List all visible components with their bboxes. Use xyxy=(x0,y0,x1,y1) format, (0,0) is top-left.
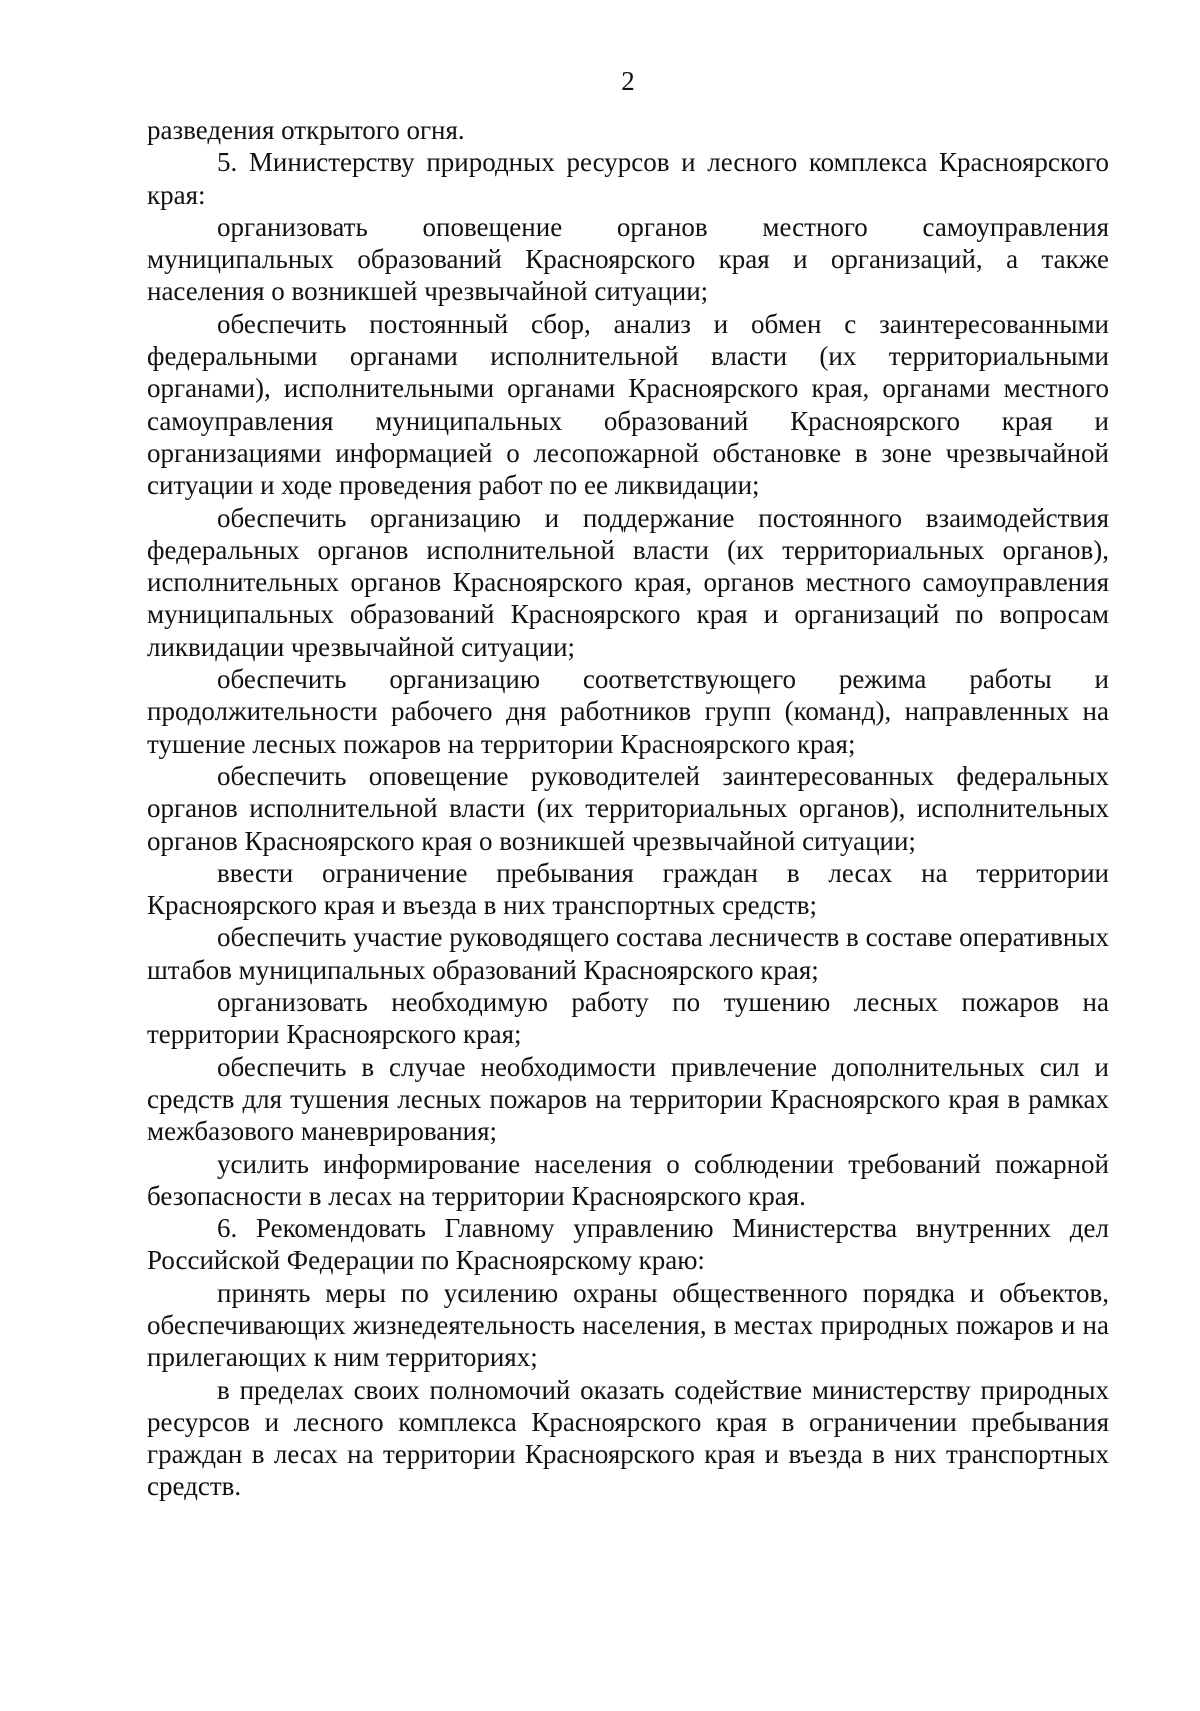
paragraph: разведения открытого огня. xyxy=(147,115,465,145)
paragraph: обеспечить в случае необходимости привлечение дополнительных сил и средств для тушения лесных пожаров на территории Красноярского края в рамках межбазового маневрирования; xyxy=(147,1051,1109,1147)
paragraph: в пределах своих полномочий оказать содействие министерству природных ресурсов и лесного комплекса Красноярского края в ограничении пребывания граждан в лесах на территории Красноярского края и въезда в них транспортных средств. xyxy=(147,1374,1109,1502)
paragraph: 6. Рекомендовать Главному управлению Министерства внутренних дел Российской Федерации по Красноярскому краю: xyxy=(147,1213,1109,1276)
paragraph: организовать оповещение органов местного самоуправления муниципальных образований Красноярского края и организаций, а также населения о возникшей чрезвычайной ситуации; xyxy=(147,211,1109,307)
paragraph: усилить информирование населения о соблюдении требований пожарной безопасности в лесах на территории Красноярского края. xyxy=(147,1148,1109,1211)
document-body xyxy=(147,114,1109,1503)
page-number: 2 xyxy=(621,66,635,96)
paragraph: организовать необходимую работу по тушению лесных пожаров на территории Красноярского края; xyxy=(147,987,1109,1050)
paragraph: обеспечить организацию соответствующего режима работы и продолжительности рабочего дня работников групп (команд), направленных на тушение лесных пожаров на территории Красноярского края; xyxy=(147,664,1109,759)
paragraph: обеспечить оповещение руководителей заинтересованных федеральных органов исполнительной власти (их территориальных органов), исполнительных органов Красноярского края о возникшей чрезвычайной ситуации; xyxy=(147,760,1109,856)
paragraph: 5. Министерству природных ресурсов и лесного комплекса Красноярского края: xyxy=(147,147,1109,210)
paragraph: обеспечить организацию и поддержание постоянного взаимодействия федеральных органов исполнительной власти (их территориальных органов), исполнительных органов Красноярского края, органов местного самоуправления муниципальных образований Красноярского края и организаций по вопросам ликвидации чрезвычайной ситуации; xyxy=(147,502,1109,662)
paragraph: обеспечить участие руководящего состава лесничеств в составе оперативных штабов муниципальных образований Красноярского края; xyxy=(147,922,1109,985)
paragraph: ввести ограничение пребывания граждан в лесах на территории Красноярского края и въезда в них транспортных средств; xyxy=(147,857,1109,921)
paragraph: принять меры по усилению охраны общественного порядка и объектов, обеспечивающих жизнедеятельность населения, в местах природных пожаров и на прилегающих к ним территориях; xyxy=(147,1277,1109,1373)
paragraph: обеспечить постоянный сбор, анализ и обмен с заинтересованными федеральными органами исполнительной власти (их территориальными органами), исполнительными органами Красноярского края, органами местного самоуправления муниципальных образований Красноярского края и организациями информацией о лесопожарной обстановке в зоне чрезвычайной ситуации и ходе проведения работ по ее ликвидации; xyxy=(147,308,1109,501)
